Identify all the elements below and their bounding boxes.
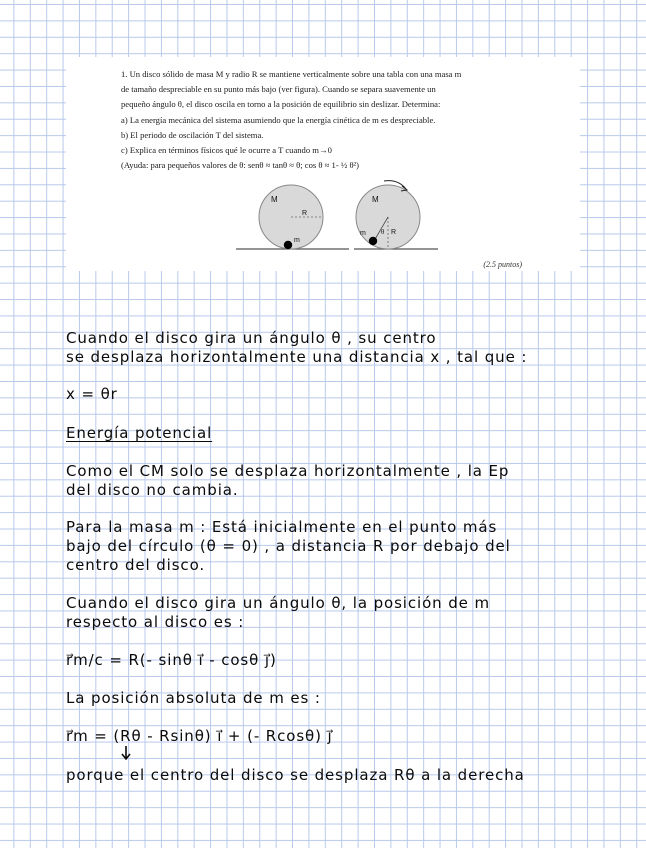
note-line: x = θr (66, 385, 118, 403)
label-m-left: m (294, 237, 300, 244)
down-arrow-icon (120, 745, 132, 761)
label-R-left: R (302, 210, 308, 217)
problem-line: c) Explica en términos físicos qué le ocurre a T cuando m→0 (121, 145, 332, 156)
problem-line: 1. Un disco sólido de masa M y radio R se mantiene verticalmente sobre una tabla con una masa m (121, 69, 462, 79)
label-R-right: R (391, 229, 397, 236)
disc-figure (66, 57, 580, 271)
problem-line: (Ayuda: para pequeños valores de θ: senθ ≈ tanθ ≈ θ; cos θ ≈ 1- ½ θ²) (121, 160, 359, 171)
formula-relative-position: r⃗m/c = R(- sinθ i⃗ - cosθ j⃗) (66, 651, 277, 669)
problem-line: pequeño ángulo θ, el disco oscila en torno a la posición de equilibrio sin deslizar. Determina: (121, 99, 441, 110)
note-line: del disco no cambia. (66, 481, 239, 499)
section-heading: Energía potencial (66, 424, 213, 442)
mass-right (369, 237, 377, 245)
note-line: Como el CM solo se desplaza horizontalmente , la Ep (66, 462, 510, 480)
problem-line: b) El periodo de oscilación T del sistema. (121, 129, 264, 140)
note-line: Cuando el disco gira un ángulo θ , su centro (66, 329, 437, 347)
label-M-right: M (372, 195, 379, 204)
note-line: Para la masa m : Está inicialmente en el punto más (66, 518, 498, 536)
label-theta-right: θ (381, 228, 385, 236)
note-line: centro del disco. (66, 556, 206, 574)
note-line: bajo del círculo (θ = 0) , a distancia R por debajo del (66, 537, 511, 555)
note-line: respecto al disco es : (66, 613, 245, 631)
points-label: (2.5 puntos) (483, 260, 522, 269)
label-m-right: m (360, 230, 366, 237)
note-line: se desplaza horizontalmente una distancia x , tal que : (66, 348, 528, 366)
note-line: La posición absoluta de m es : (66, 689, 321, 707)
problem-line: a) La energía mecánica del sistema asumiendo que la energía cinética de m es despreciable. (121, 114, 436, 125)
problem-line: de tamaño despreciable en su punto más bajo (ver figura). Cuando se separa suavemente un (121, 84, 436, 95)
label-M-left: M (271, 195, 278, 204)
mass-left (284, 241, 292, 249)
note-line: porque el centro del disco se desplaza Rθ a la derecha (66, 766, 525, 784)
problem-statement-card (66, 57, 580, 271)
formula-absolute-position: r⃗m = (Rθ - Rsinθ) i⃗ + (- Rcosθ) j⃗ (66, 727, 333, 745)
note-line: Cuando el disco gira un ángulo θ, la posición de m (66, 594, 490, 612)
